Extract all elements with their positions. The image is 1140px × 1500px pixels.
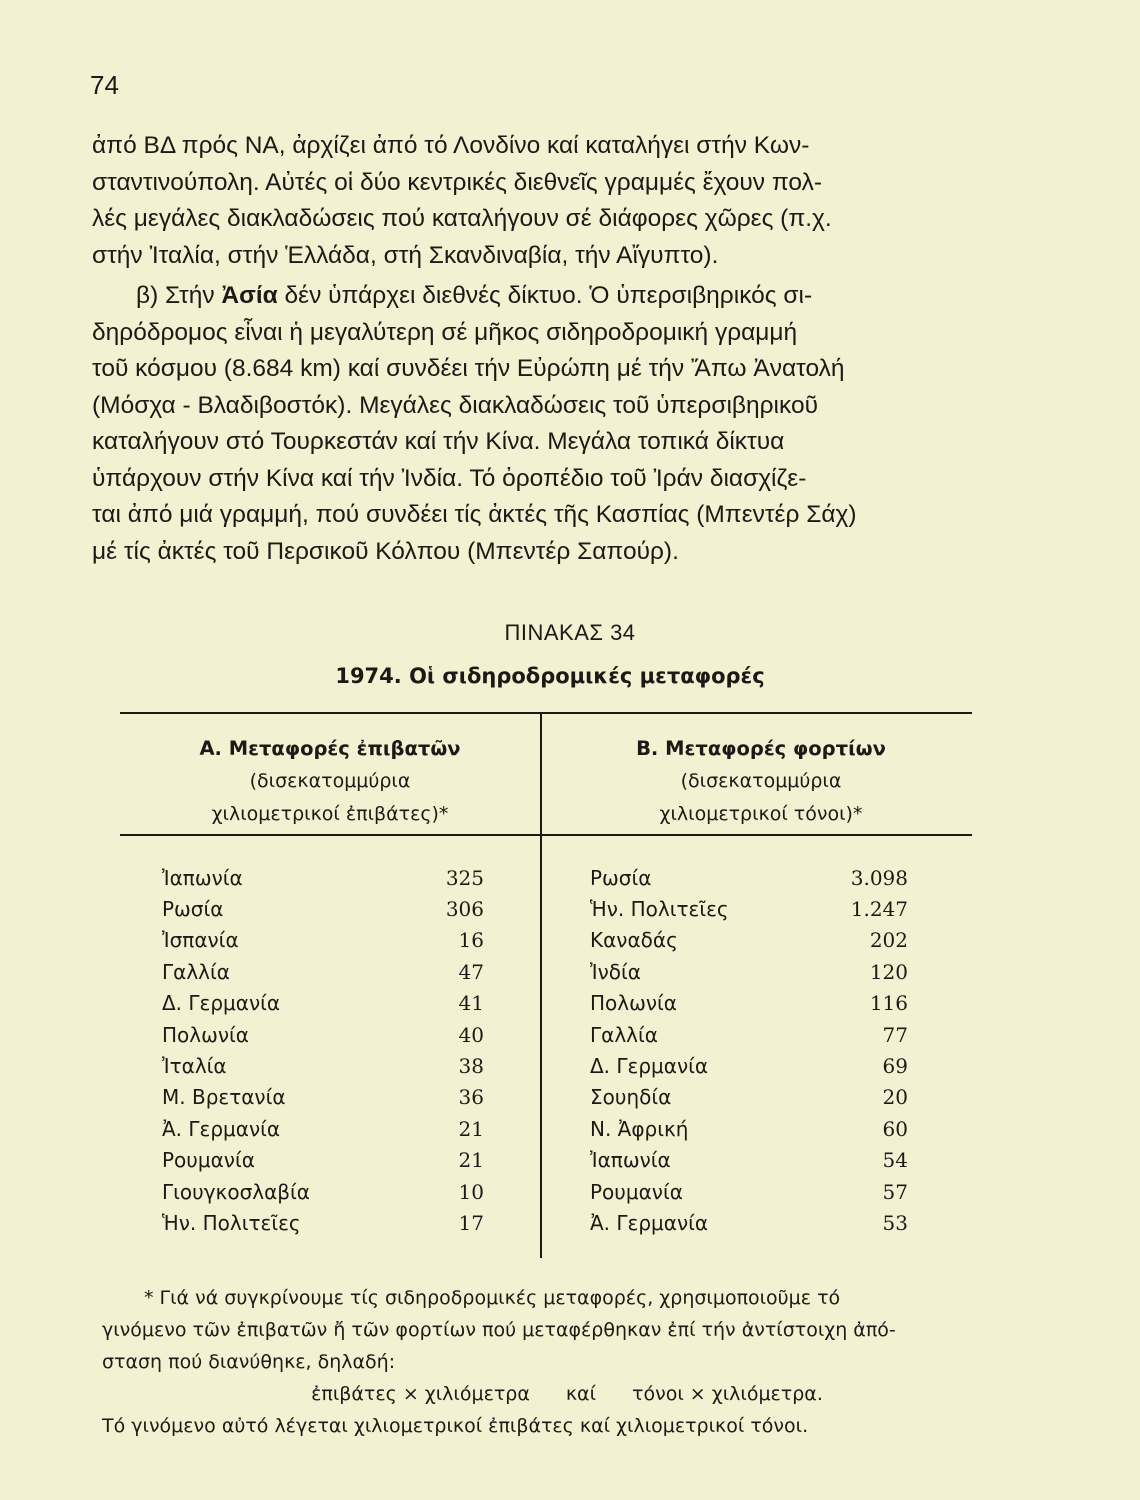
country: Ἡν. Πολιτεῖες <box>590 897 729 922</box>
column-a-header <box>120 732 540 831</box>
country: Πολωνία <box>162 1022 249 1047</box>
value: 17 <box>458 1210 484 1235</box>
text-line: σταντινούπολη. Αὐτές οἱ δύο κεντρικές διεθνεῖς γραμμές ἔχουν πολ- <box>92 168 822 196</box>
country: Γαλλία <box>162 959 230 984</box>
value: 116 <box>869 991 908 1016</box>
value: 54 <box>882 1148 908 1173</box>
value: 57 <box>882 1179 908 1204</box>
table-rule-header <box>120 834 972 836</box>
table-row <box>162 925 484 956</box>
text-line: ὑπάρχουν στήν Κίνα καί τήν Ἰνδία. Τό ὀροπέδιο τοῦ Ἰράν διασχίζε- <box>92 464 807 492</box>
table-label: ΠΙΝΑΚΑΣ 34 <box>504 620 636 645</box>
country: Ρωσία <box>590 865 652 890</box>
value: 41 <box>458 991 484 1016</box>
country: Ρουμανία <box>162 1148 255 1173</box>
value: 10 <box>458 1179 484 1204</box>
value: 20 <box>882 1085 908 1110</box>
text-line: καταλήγουν στό Τουρκεστάν καί τήν Κίνα. Μεγάλα τοπικά δίκτυα <box>92 428 785 455</box>
table-row <box>590 1082 908 1113</box>
country: Ἰνδία <box>590 959 641 984</box>
value: 16 <box>458 928 484 953</box>
page-number: 74 <box>90 70 119 100</box>
country: Ἡν. Πολιτεῖες <box>162 1210 301 1235</box>
table-row <box>590 1207 908 1238</box>
value: 3.098 <box>850 865 908 890</box>
table-row <box>590 893 908 924</box>
value: 36 <box>458 1085 484 1110</box>
footnote-line: σταση πού διανύθηκε, δηλαδή: <box>102 1351 396 1373</box>
country: Ἰαπωνία <box>162 865 243 890</box>
para2-rest: δέν ὑπάρχει διεθνές δίκτυο. Ὁ ὑπερσιβηρικός σι- <box>277 282 813 309</box>
table-row <box>590 1113 908 1144</box>
table-row <box>590 1145 908 1176</box>
country: Ἰαπωνία <box>590 1148 671 1173</box>
country: Καναδάς <box>590 928 678 953</box>
formula-passengers: ἐπιβάτες × χιλιόμετρα <box>311 1383 530 1405</box>
text-line <box>92 278 972 315</box>
table-row <box>162 1207 484 1238</box>
text-line: δηρόδρομος εἶναι ἡ μεγαλύτερη σέ μῆκος σιδηροδρομική γραμμή <box>92 318 798 346</box>
freight-rows <box>590 862 908 1239</box>
value: 40 <box>458 1022 484 1047</box>
table-row <box>162 1082 484 1113</box>
value: 53 <box>882 1210 908 1235</box>
country: Πολωνία <box>590 991 677 1016</box>
country: Ρουμανία <box>590 1179 683 1204</box>
table-row <box>590 925 908 956</box>
table-row <box>162 1145 484 1176</box>
value: 47 <box>458 959 484 984</box>
table-row <box>590 956 908 987</box>
country: Ἰταλία <box>162 1054 227 1079</box>
country: Ν. Ἀφρική <box>590 1116 689 1141</box>
value: 21 <box>458 1116 484 1141</box>
para2-bold: Ἀσία <box>221 282 278 309</box>
passenger-rows <box>162 862 484 1239</box>
value: 306 <box>445 897 484 922</box>
value: 1.247 <box>850 897 908 922</box>
footnote-formula <box>102 1378 972 1410</box>
table-title: 1974. Οἱ σιδηροδρομικές μεταφορές <box>335 664 765 688</box>
table-row <box>162 988 484 1019</box>
country: Σουηδία <box>590 1085 672 1110</box>
table-rule-divider <box>540 712 542 1258</box>
text-line: λές μεγάλες διακλαδώσεις πού καταλήγουν σέ διάφορες χῶρες (π.χ. <box>92 205 832 232</box>
country: Ρωσία <box>162 897 224 922</box>
body-text <box>92 128 972 570</box>
table-row <box>162 956 484 987</box>
column-b-sub2: χιλιομετρικοί τόνοι)* <box>659 803 863 825</box>
text-line: ἀπό ΒΔ πρός ΝΑ, ἀρχίζει ἀπό τό Λονδίνο καί καταλήγει στήν Κων- <box>92 132 810 159</box>
table-row <box>590 1050 908 1081</box>
table-row <box>590 1176 908 1207</box>
table-row <box>162 862 484 893</box>
table-row <box>590 1019 908 1050</box>
column-a-sub1: (δισεκατομμύρια <box>249 770 411 792</box>
value: 38 <box>458 1054 484 1079</box>
value: 202 <box>869 928 908 953</box>
text-line: (Μόσχα - Βλαδιβοστόκ). Μεγάλες διακλαδώσεις τοῦ ὑπερσιβηρικοῦ <box>92 391 818 419</box>
country: Γαλλία <box>590 1022 658 1047</box>
table-row <box>590 862 908 893</box>
para2-prefix: β) Στήν <box>136 282 222 309</box>
text-line: μέ τίς ἀκτές τοῦ Περσικοῦ Κόλπου (Μπεντέρ Σαπούρ). <box>92 537 679 565</box>
country: Ἀ. Γερμανία <box>162 1116 281 1141</box>
country: Μ. Βρετανία <box>162 1085 286 1110</box>
column-a-heading: Α. Μεταφορές ἐπιβατῶν <box>199 737 461 760</box>
value: 69 <box>882 1054 908 1079</box>
value: 325 <box>445 865 484 890</box>
table-row <box>162 893 484 924</box>
value: 60 <box>882 1116 908 1141</box>
country: Ἀ. Γερμανία <box>590 1210 709 1235</box>
country: Γιουγκοσλαβία <box>162 1179 310 1204</box>
footnote-line: Τό γινόμενο αὐτό λέγεται χιλιομετρικοί ἐπιβάτες καί χιλιομετρικοί τόνοι. <box>102 1415 809 1437</box>
text-line: τοῦ κόσμου (8.684 km) καί συνδέει τήν Εὐρώπη μέ τήν Ἄπω Ἀνατολή <box>92 355 845 382</box>
table-row <box>162 1113 484 1144</box>
country: Δ. Γερμανία <box>590 1054 709 1079</box>
value: 21 <box>458 1148 484 1173</box>
footnote-line: * Γιά νά συγκρίνουμε τίς σιδηροδρομικές μεταφορές, χρησιμοποιοῦμε τό <box>144 1287 841 1309</box>
column-b-sub1: (δισεκατομμύρια <box>680 770 842 792</box>
column-b-heading: Β. Μεταφορές φορτίων <box>636 737 886 760</box>
country: Ἰσπανία <box>162 928 239 953</box>
table-row <box>162 1176 484 1207</box>
text-line: ται ἀπό μιά γραμμή, πού συνδέει τίς ἀκτές τῆς Κασπίας (Μπεντέρ Σάχ) <box>92 501 857 528</box>
table-row <box>162 1019 484 1050</box>
column-a-sub2: χιλιομετρικοί ἐπιβάτες)* <box>211 803 449 825</box>
column-b-header <box>550 732 972 831</box>
text-line: στήν Ἰταλία, στήν Ἑλλάδα, στή Σκανδιναβία, τήν Αἴγυπτο). <box>92 241 719 269</box>
formula-tonnes: τόνοι × χιλιόμετρα. <box>632 1383 823 1405</box>
value: 77 <box>882 1022 908 1047</box>
table-row <box>590 988 908 1019</box>
table-rule-top <box>120 712 972 714</box>
footnote <box>102 1282 972 1442</box>
table-row <box>162 1050 484 1081</box>
value: 120 <box>869 959 908 984</box>
rail-transport-table <box>120 712 972 1258</box>
formula-and: καί <box>565 1383 597 1405</box>
country: Δ. Γερμανία <box>162 991 281 1016</box>
footnote-line: γινόμενο τῶν ἐπιβατῶν ἤ τῶν φορτίων πού μεταφέρθηκαν ἐπί τήν ἀντίστοιχη ἀπό- <box>102 1319 896 1341</box>
